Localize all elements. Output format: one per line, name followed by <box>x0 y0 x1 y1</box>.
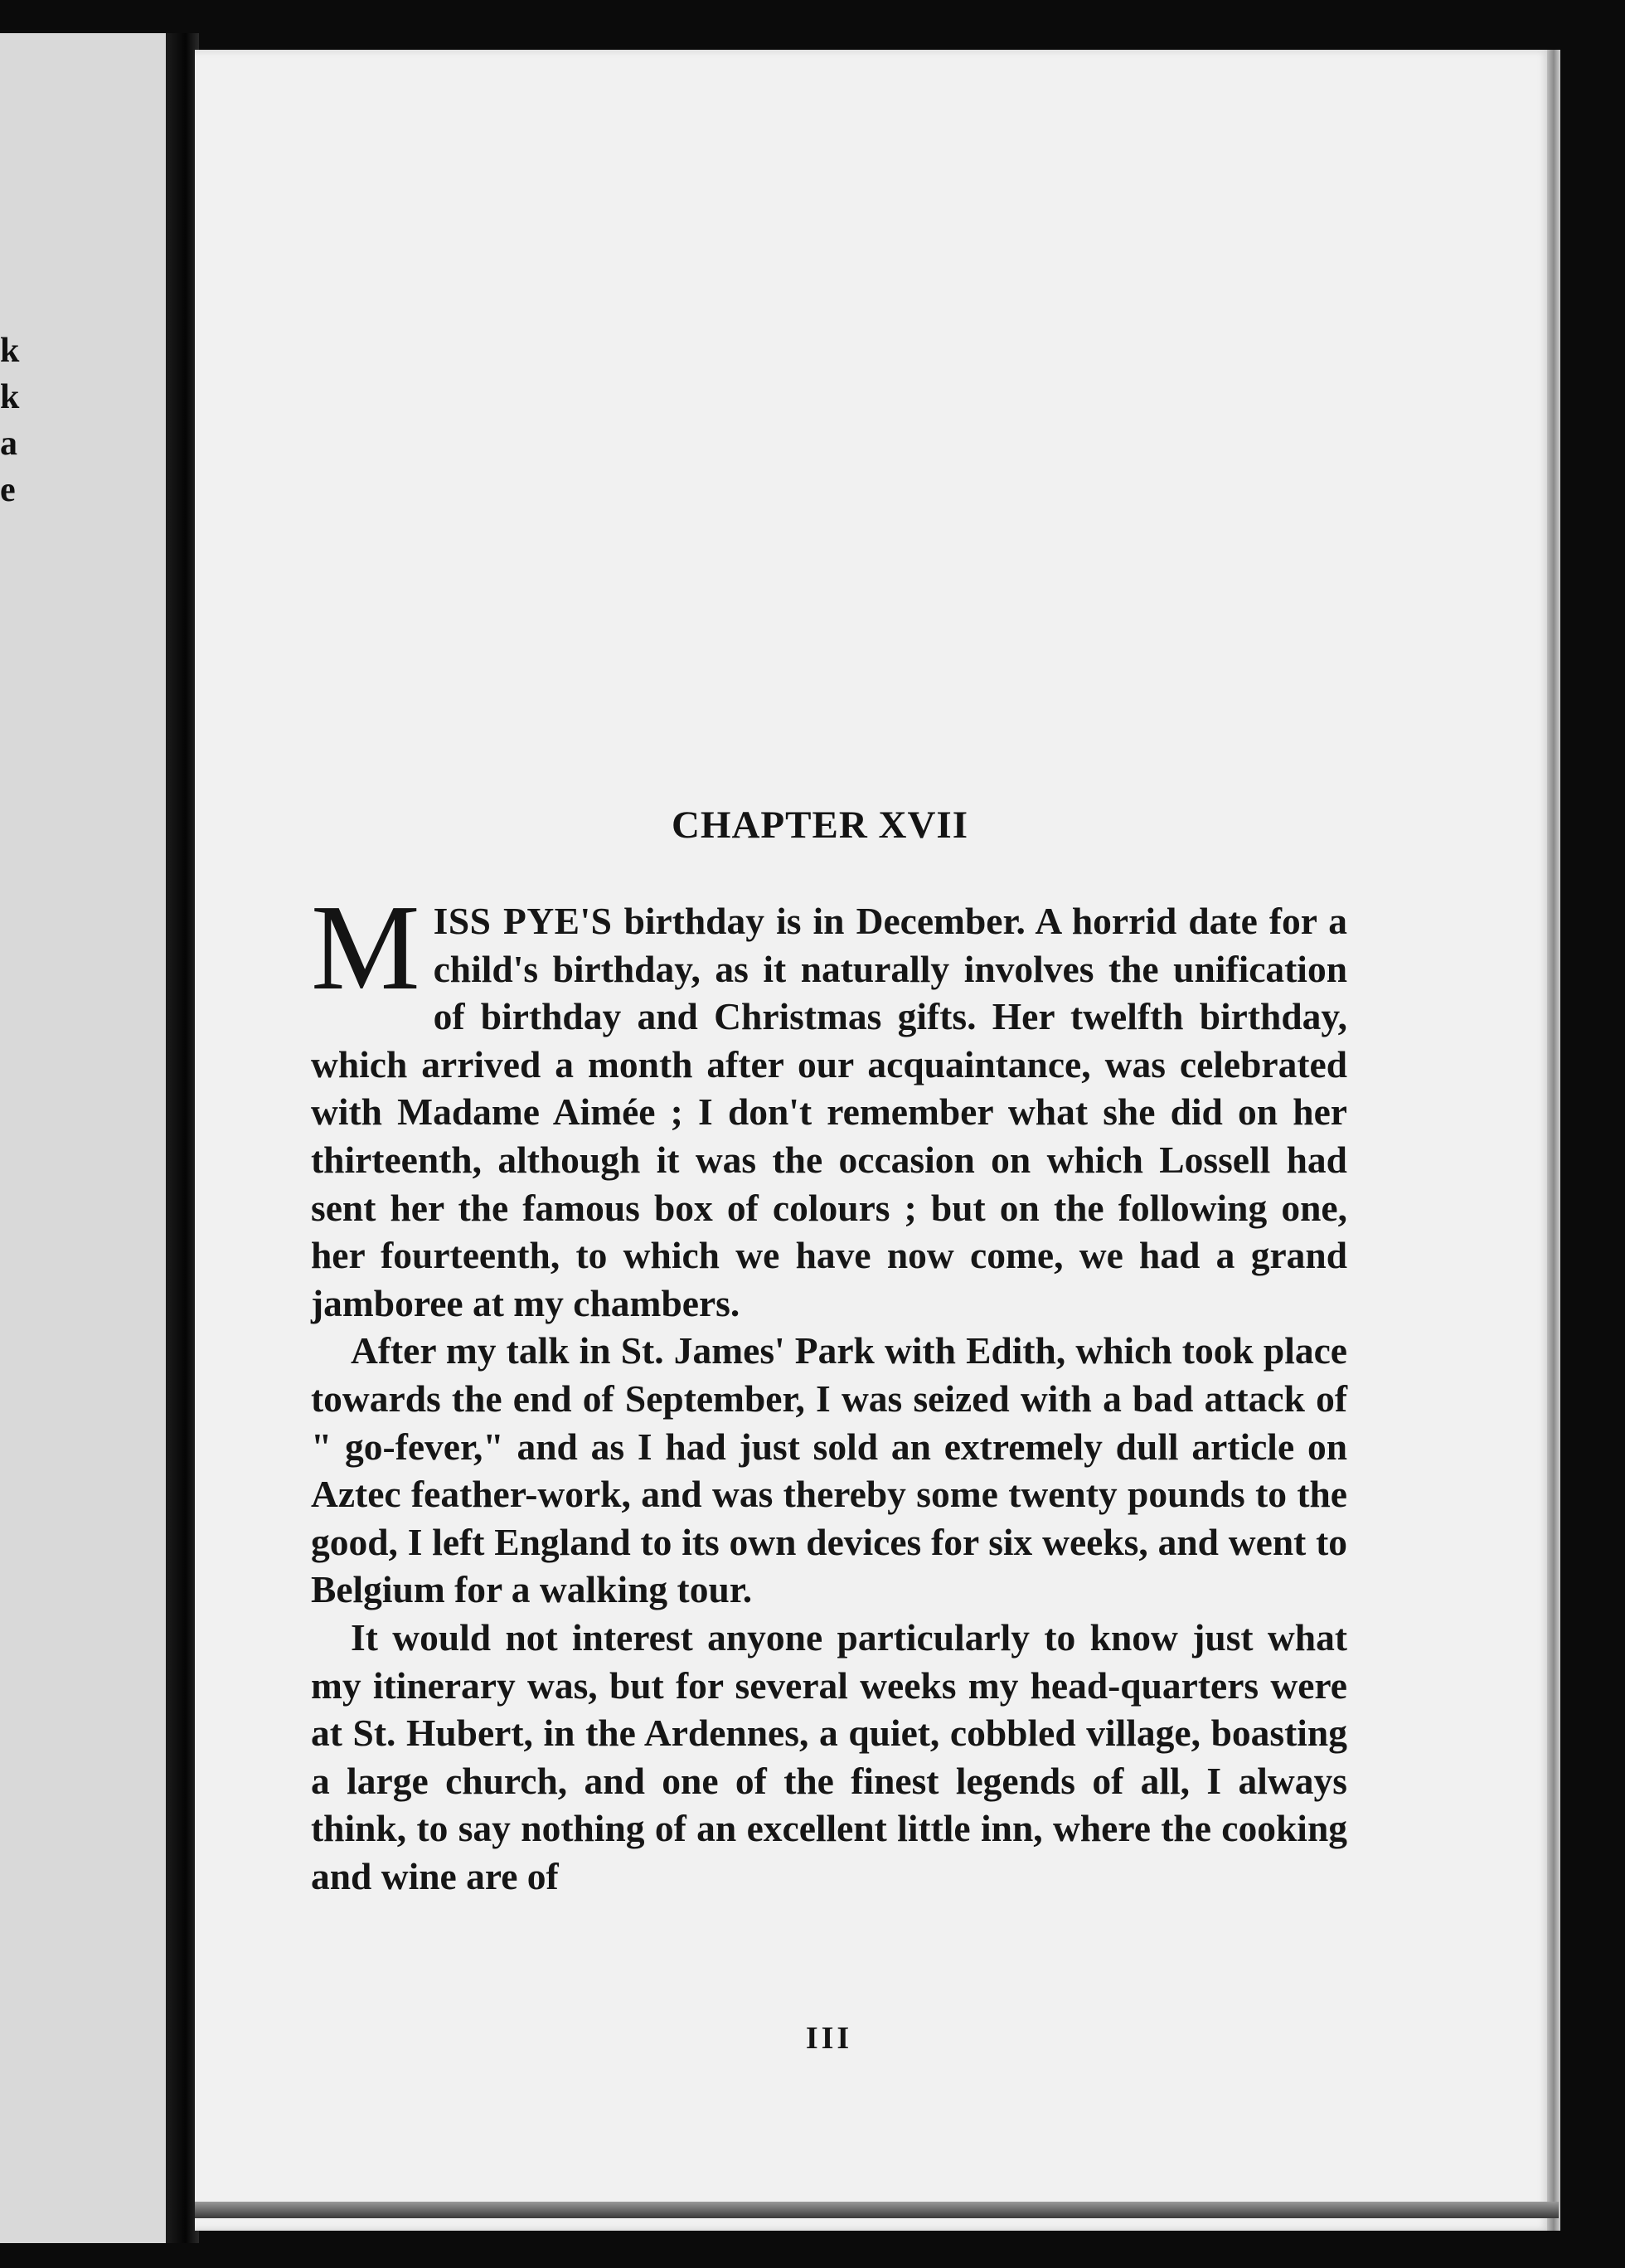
edge-char: a <box>0 425 17 463</box>
drop-cap: M <box>311 880 420 1016</box>
edge-char: e <box>0 471 16 509</box>
previous-page-edge-text <box>0 328 25 513</box>
body-text <box>311 880 1348 1900</box>
edge-char: k <box>0 378 20 416</box>
book-page <box>195 50 1550 2231</box>
paragraph-1 <box>311 880 1348 1327</box>
paragraph-1-text: birthday is in December. A horrid date for a child's birthday, as it naturally involves the unification of birthday and Christmas gifts. Her twelfth birthday, which arrived a month after our acquaintance, was celebrated with Madame Aimée ; I don't remember what she did on her thirteenth, although it was the occasion on which Lossell had sent her the famous box of colours ; but on the following one, her fourteenth, to which we have now come, we had a grand jamboree at my chambers. <box>311 900 1348 1324</box>
previous-page-fragment <box>0 33 166 2243</box>
page-number: III <box>805 2021 853 2056</box>
paragraph-2: After my talk in St. James' Park with Edith, which took place towards the end of September, I was seized with a bad attack of " go-fever," and as I had just sold an extremely dull article on Aztec feather-work, and was thereby some twenty pounds to the good, I left England to its own devices for six weeks, and went to Belgium for a walking tour. <box>311 1329 1347 1611</box>
page-bottom-edge <box>195 2202 1559 2218</box>
page-right-edge <box>1547 50 1560 2231</box>
lead-smallcaps: ISS PYE'S <box>433 900 613 942</box>
chapter-title: CHAPTER XVII <box>671 804 968 847</box>
edge-char: k <box>0 332 20 370</box>
book-gutter <box>166 33 199 2243</box>
paragraph-3: It would not interest anyone particularly to know just what my itinerary was, but for several weeks my head-quarters were at St. Hubert, in the Ardennes, a quiet, cobbled village, boasting a large church, and one of the finest legends of all, I always think, to say nothing of an excellent little inn, where the cooking and wine are of <box>311 1615 1347 1897</box>
